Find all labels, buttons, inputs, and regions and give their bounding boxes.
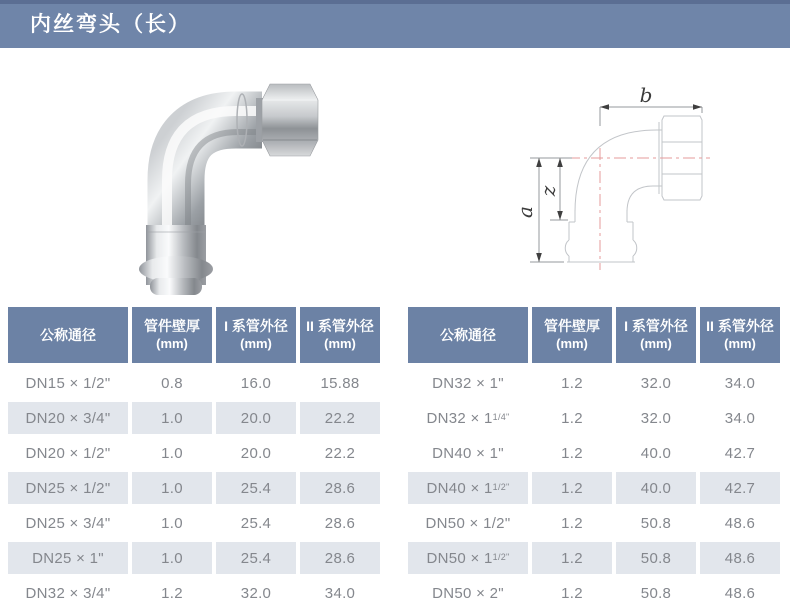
table-cell: 25.4 [216, 542, 296, 574]
table-cell: 32.0 [640, 374, 672, 392]
table-header-row [8, 307, 380, 363]
table-cell: 28.6 [300, 472, 380, 504]
table-cell: 28.6 [324, 514, 356, 532]
table-cell: DN15 × 1/2" [25, 374, 111, 392]
table-cell: 20.0 [240, 444, 272, 462]
table-row [408, 402, 780, 434]
table-cell: 50.8 [616, 542, 696, 574]
table-cell: 48.6 [724, 514, 756, 532]
table-cell: 20.0 [216, 402, 296, 434]
table-cell: 1.2 [532, 472, 612, 504]
table-cell: 22.2 [300, 402, 380, 434]
table-cell: 34.0 [324, 584, 356, 602]
page-header [0, 0, 790, 48]
page-title: 内丝弯头（长） [30, 13, 191, 36]
dimension-drawing-graphic [480, 60, 790, 310]
column-header: II 系管外径 (mm) [700, 307, 780, 363]
table-cell: 34.0 [724, 409, 756, 427]
table-cell: 42.7 [724, 444, 756, 462]
column-header: 管件壁厚 (mm) [532, 307, 612, 363]
elbow-photo-graphic [120, 62, 370, 307]
elbow-tube [167, 94, 262, 237]
table-cell: DN40 × 1" [432, 444, 504, 462]
table-cell: DN40 × 1 $^{1/2"}$ [408, 472, 528, 504]
dimension-arrows [536, 104, 702, 262]
table-cell: 1.2 [561, 374, 583, 392]
spec-table-right [408, 307, 780, 609]
table-cell: DN20 × 1/2" [25, 444, 111, 462]
table-cell: 50.8 [640, 584, 672, 602]
table-cell: 1.0 [161, 444, 183, 462]
table-cell: DN25 × 1/2" [8, 472, 128, 504]
table-cell: 1.0 [161, 514, 183, 532]
table-cell: 50.8 [640, 514, 672, 532]
technical-drawing [480, 60, 790, 310]
table-cell: 48.6 [724, 584, 756, 602]
table-row [408, 367, 780, 399]
table-header-row [408, 307, 780, 363]
column-header: 公称通径 [8, 307, 128, 363]
table-row [408, 437, 780, 469]
table-cell: DN50 × 2" [432, 584, 504, 602]
table-cell: 22.2 [324, 444, 356, 462]
table-cell: 16.0 [240, 374, 272, 392]
table-cell: 32.0 [640, 409, 672, 427]
table-cell: 1.0 [132, 472, 212, 504]
table-cell: 1.2 [561, 584, 583, 602]
column-header: I 系管外径 (mm) [216, 307, 296, 363]
dimension-label-a: a [513, 206, 537, 218]
table-cell: 15.88 [320, 374, 360, 392]
table-cell: 48.6 [700, 542, 780, 574]
dimension-lines [530, 107, 702, 262]
table-cell: DN50 × 1/2" [425, 514, 511, 532]
table-row [8, 367, 380, 399]
table-cell: 0.8 [161, 374, 183, 392]
table-cell: 1.2 [561, 444, 583, 462]
dimension-label-b: b [639, 83, 653, 107]
table-row [408, 577, 780, 609]
table-cell: 1.2 [561, 409, 583, 427]
spec-table-left [8, 307, 380, 609]
column-header: II 系管外径 (mm) [300, 307, 380, 363]
table-cell: 40.0 [640, 444, 672, 462]
column-header: 管件壁厚 (mm) [132, 307, 212, 363]
table-cell: 40.0 [616, 472, 696, 504]
press-socket [139, 225, 213, 295]
table-cell: 1.0 [132, 542, 212, 574]
table-cell: 1.2 [561, 514, 583, 532]
table-cell: DN32 × 1" [432, 374, 504, 392]
table-row [8, 577, 380, 609]
table-row [408, 472, 780, 504]
dimension-label-z: z [536, 185, 560, 197]
table-cell: DN20 × 3/4" [8, 402, 128, 434]
table-cell: DN25 × 3/4" [25, 514, 111, 532]
centerlines [568, 148, 710, 270]
table-row [8, 437, 380, 469]
table-cell: 28.6 [300, 542, 380, 574]
table-body [408, 367, 780, 609]
table-row [8, 542, 380, 574]
table-cell: DN32 × 3/4" [25, 584, 111, 602]
table-cell: 32.0 [240, 584, 272, 602]
table-cell: 42.7 [700, 472, 780, 504]
product-photo [120, 62, 370, 307]
column-header: 公称通径 [408, 307, 528, 363]
table-cell: DN32 × 1 $^{1/4"}$ [426, 409, 510, 427]
table-row [8, 472, 380, 504]
table-row [8, 507, 380, 539]
table-row [408, 507, 780, 539]
table-cell: 34.0 [724, 374, 756, 392]
table-cell: 1.2 [161, 584, 183, 602]
table-row [408, 542, 780, 574]
table-cell: DN50 × 1 $^{1/2"}$ [408, 542, 528, 574]
table-cell: 1.2 [532, 542, 612, 574]
table-cell: 25.4 [216, 472, 296, 504]
hex-nut [256, 84, 318, 156]
table-cell: 1.0 [132, 402, 212, 434]
table-body [8, 367, 380, 609]
table-cell: 25.4 [240, 514, 272, 532]
column-header: I 系管外径 (mm) [616, 307, 696, 363]
table-row [8, 402, 380, 434]
elbow-outline [565, 116, 702, 262]
table-cell: DN25 × 1" [8, 542, 128, 574]
